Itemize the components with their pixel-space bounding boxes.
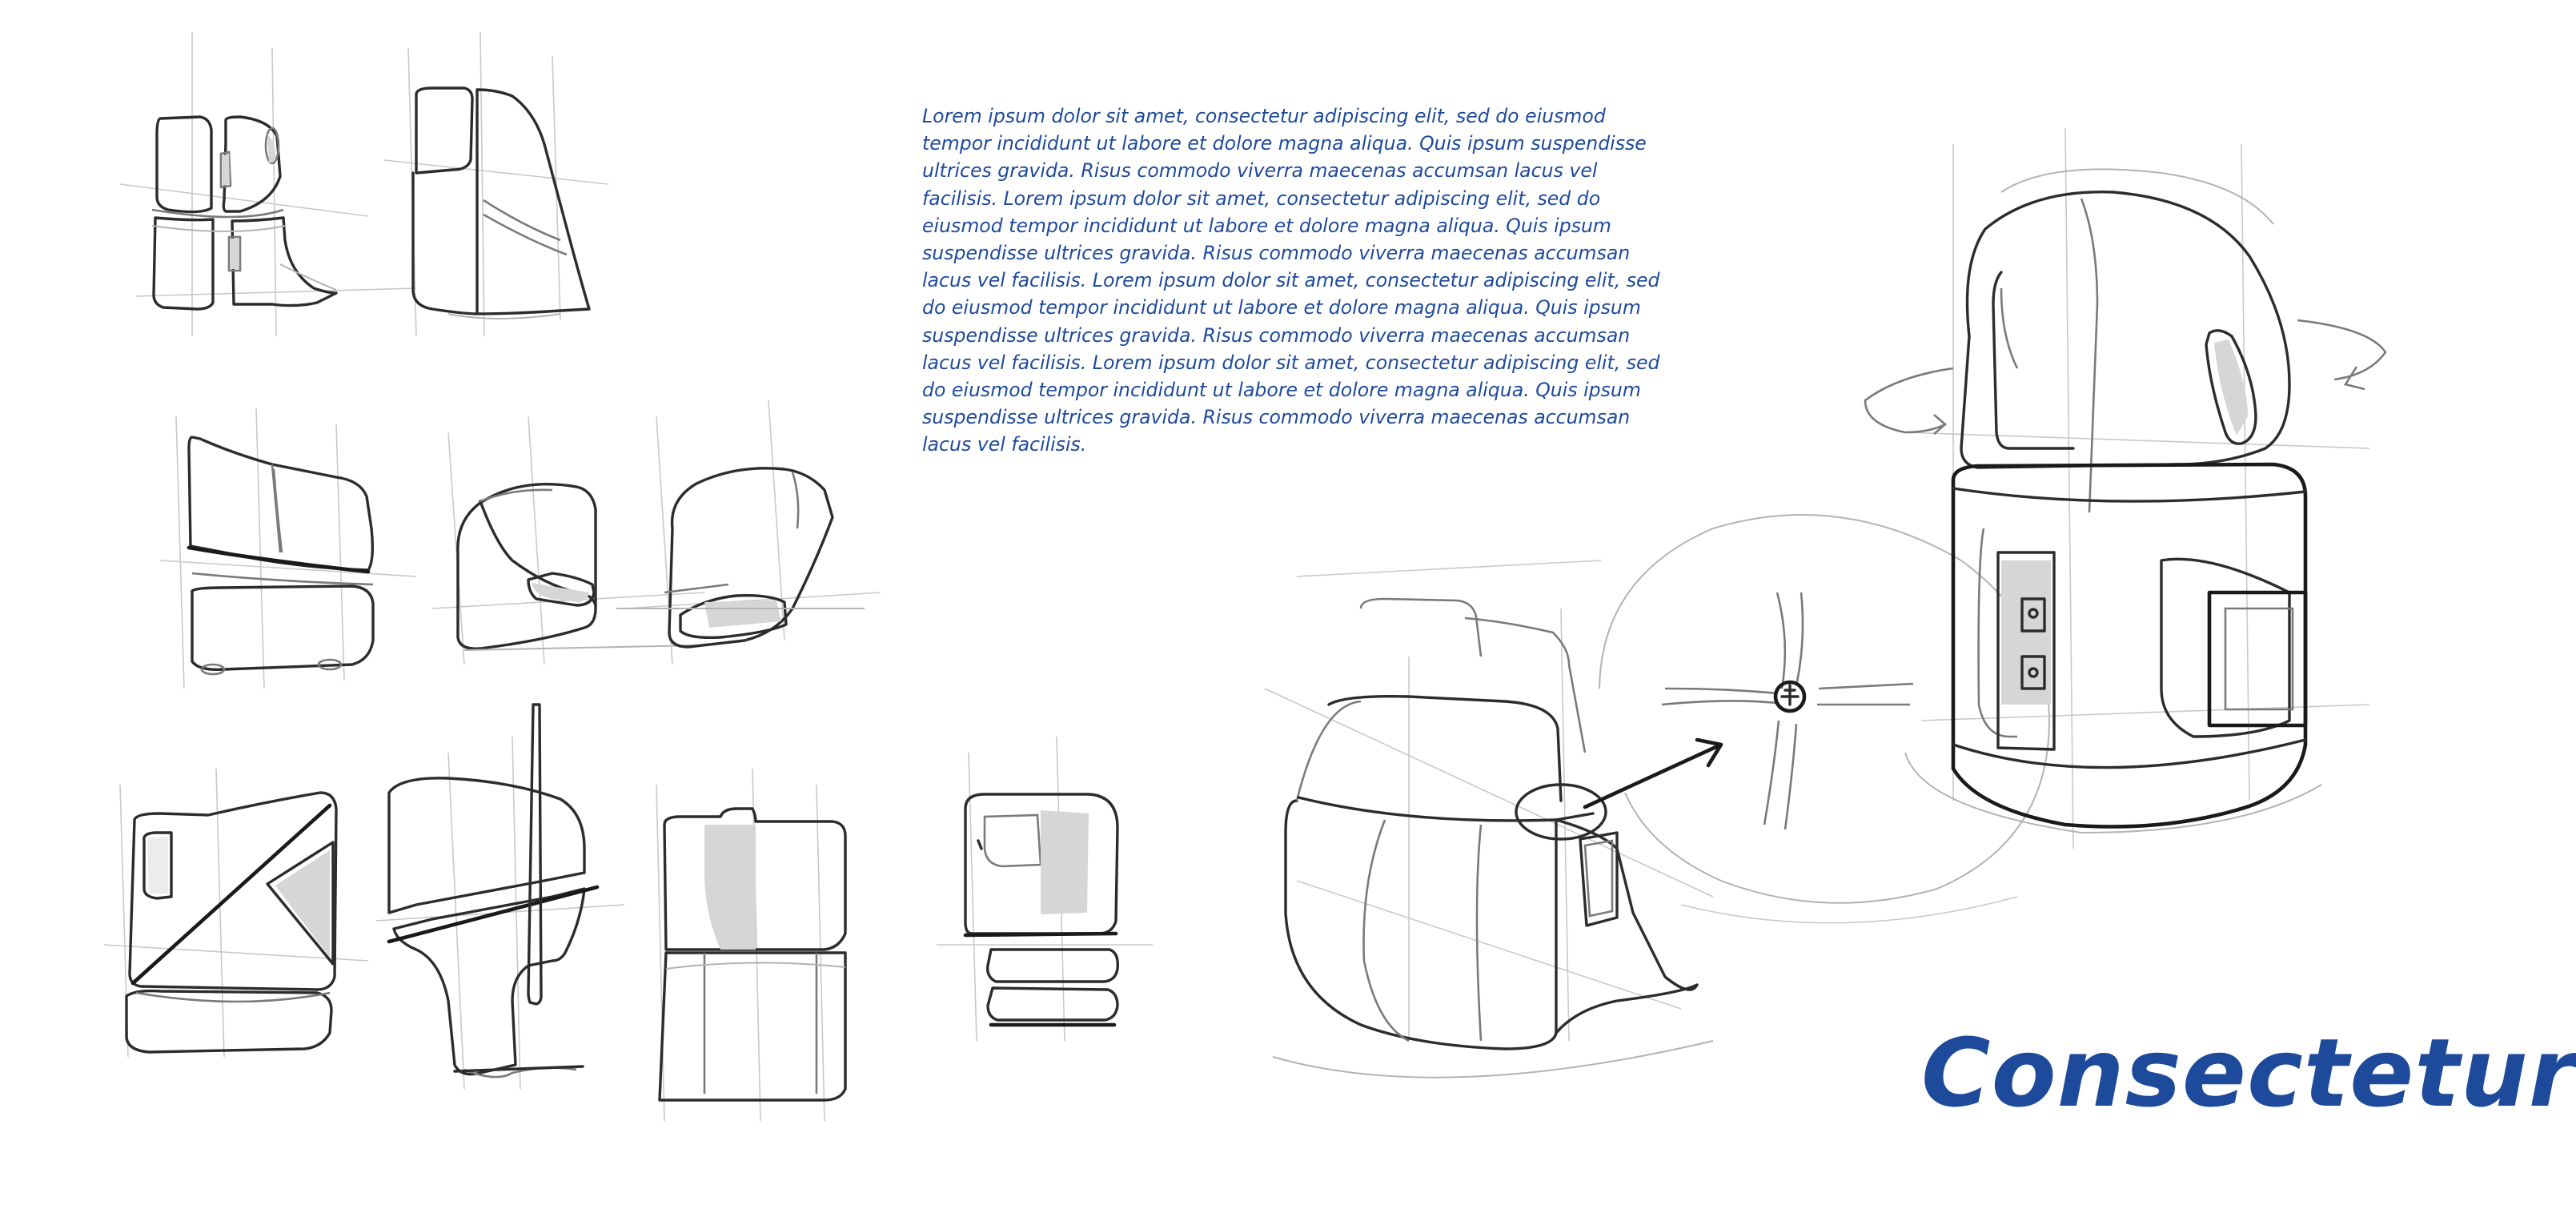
sketch-split-top-left	[120, 32, 416, 336]
sketch-triangle-split	[104, 769, 368, 1057]
sketch-tall-block	[384, 32, 608, 336]
sketch-rotating-tower	[1865, 128, 2385, 849]
sketch-stacked-rings	[937, 737, 1153, 1041]
sketch-curved-wrap-a	[432, 416, 704, 665]
body-text: Lorem ipsum dolor sit amet, consectetur adipiscing elit, sed do eiusmod tempor incididunt ut labore et dolore magna aliqua. Quis ipsum suspendisse ultrices gravida. Risus commodo viverra maecenas accumsan lacus vel facilisis. Lorem ipsum dolor sit amet, consectetur adipiscing elit, sed do eiusmod tempor incididunt ut labore et dolore magna aliqua. Quis ipsum suspendisse ultrices gravida. Risus commodo viverra maecenas accumsan lacus vel facilisis. Lorem ipsum dolor sit amet, consectetur adipiscing elit, sed do eiusmod tempor incididunt ut labore et dolore magna aliqua. Quis ipsum suspendisse ultrices gravida. Risus commodo viverra maecenas accumsan lacus vel facilisis. Lorem ipsum dolor sit amet, consectetur adipiscing elit, sed do eiusmod tempor incididunt ut labore et dolore magna aliqua. Quis ipsum suspendisse ultrices gravida. Risus commodo viverra maecenas accumsan lacus vel facilisis.	[922, 105, 1660, 456]
sketch-rod-through	[376, 705, 624, 1089]
sketch-curved-wrap-b	[616, 400, 881, 665]
sketch-large-perspective-unit	[1265, 560, 1721, 1078]
sketch-two-tier-angled	[160, 408, 416, 689]
sketch-tall-narrow-column	[656, 769, 845, 1121]
page-title: Consectetur	[1921, 1018, 2576, 1128]
